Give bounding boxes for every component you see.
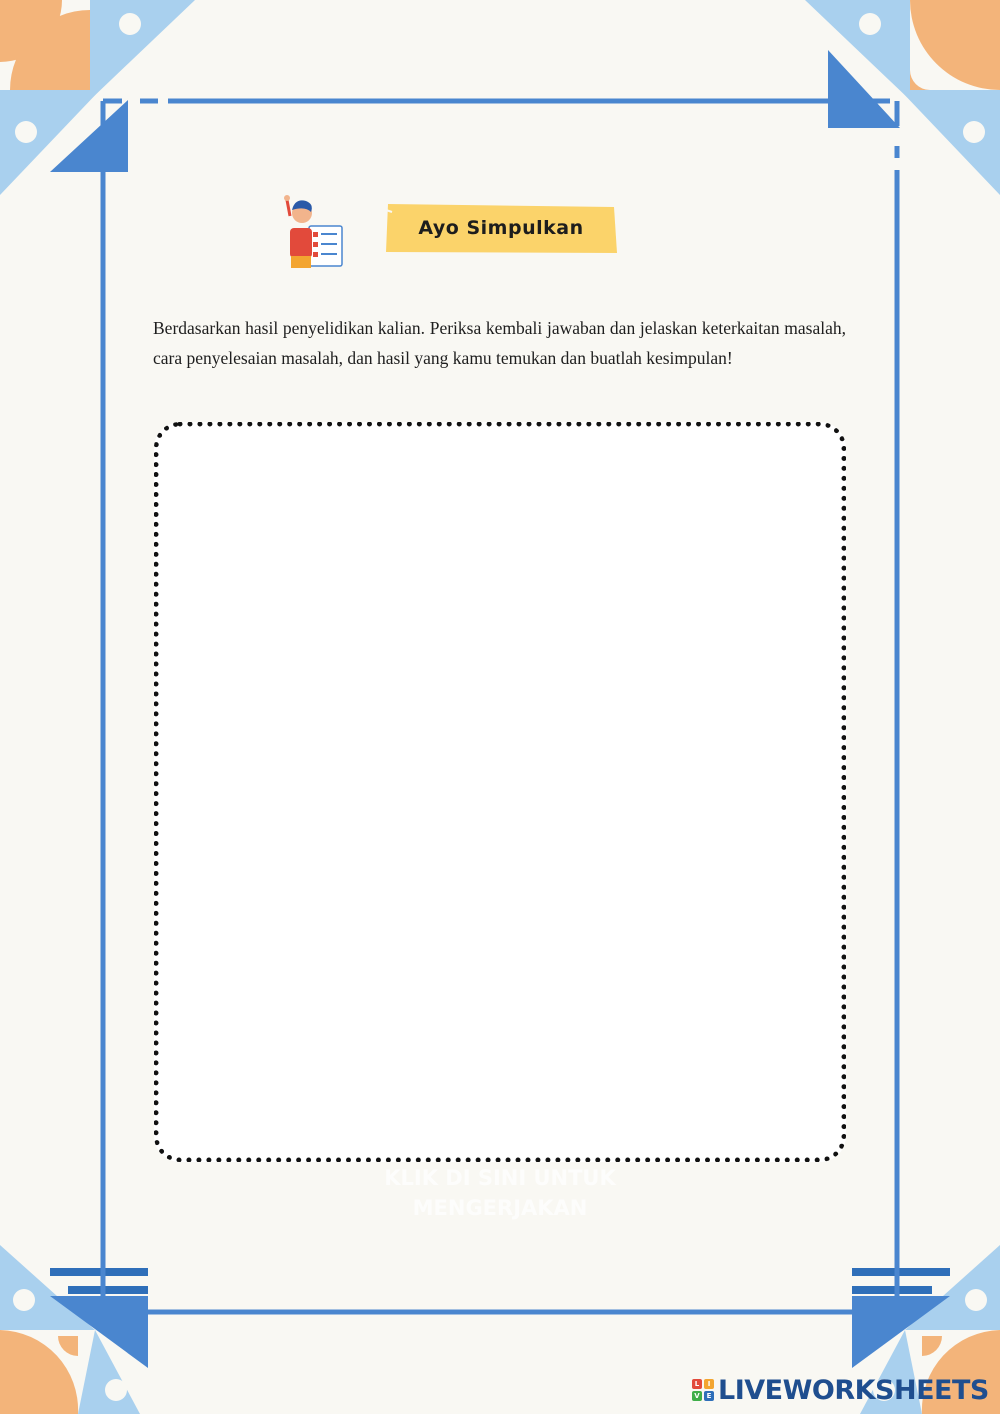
liveworksheets-logo-icon bbox=[692, 1379, 714, 1401]
liveworksheets-logo[interactable] bbox=[692, 1375, 989, 1405]
logo-letter-e: E bbox=[704, 1391, 714, 1401]
page-title: Ayo Simpulkan bbox=[418, 217, 584, 239]
liveworksheets-brand-text: LIVEWORKSHEETS bbox=[718, 1374, 989, 1406]
corner-ornament-top-left bbox=[0, 0, 195, 195]
logo-letter-v: V bbox=[692, 1391, 702, 1401]
student-checklist-illustration bbox=[284, 195, 342, 268]
logo-letter-i: I bbox=[704, 1379, 714, 1389]
click-to-work-link[interactable] bbox=[360, 1163, 640, 1223]
title-banner bbox=[384, 200, 618, 256]
click-to-work-line-1: KLIK DI SINI UNTUK bbox=[384, 1166, 616, 1190]
instructions-paragraph: Berdasarkan hasil penyelidikan kalian. Periksa kembali jawaban dan jelaskan keterkaitan masalah, cara penyelesaian masalah, dan hasil yang kamu temukan dan buatlah kesimpulan! bbox=[153, 318, 846, 368]
click-to-work-line-2: MENGERJAKAN bbox=[412, 1196, 588, 1220]
corner-ornament-bottom-left bbox=[0, 1245, 148, 1414]
answer-box bbox=[154, 422, 846, 1162]
corner-ornament-top-right bbox=[805, 0, 1000, 195]
logo-letter-l: L bbox=[692, 1379, 702, 1389]
answer-input[interactable] bbox=[167, 435, 831, 1139]
